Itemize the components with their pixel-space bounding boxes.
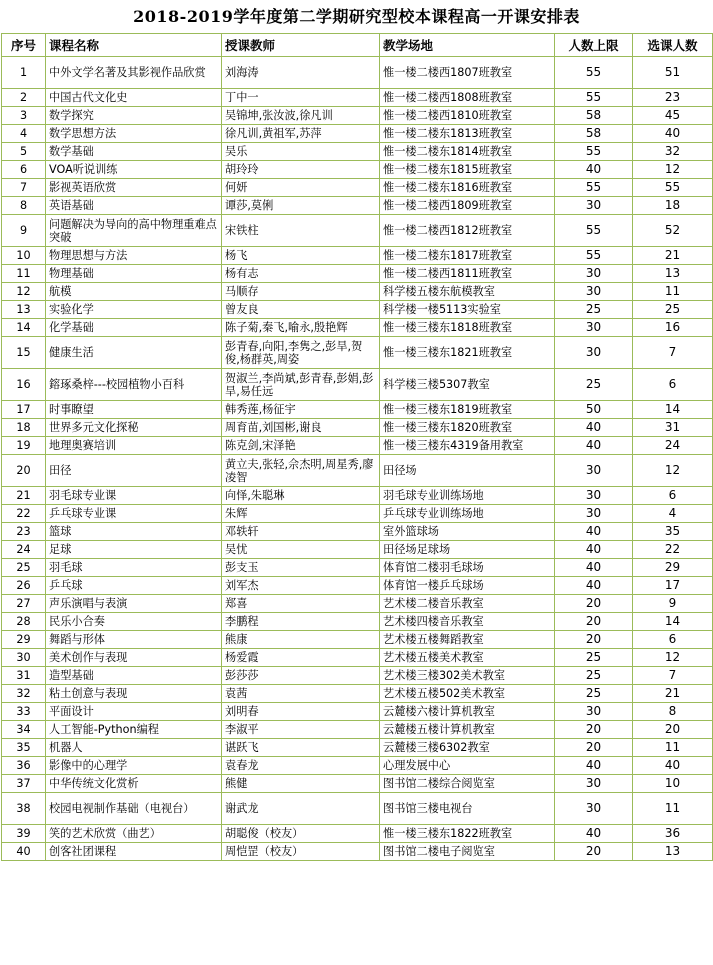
row-limit: 58 (555, 107, 633, 125)
table-row (2, 197, 713, 215)
row-teacher: 刘军杰 (222, 577, 380, 595)
row-course: 美术创作与表现 (46, 649, 222, 667)
row-enrolled: 40 (633, 125, 713, 143)
row-course: 物理基础 (46, 265, 222, 283)
row-course: 声乐演唱与表演 (46, 595, 222, 613)
row-limit: 25 (555, 667, 633, 685)
table-row (2, 125, 713, 143)
row-enrolled: 12 (633, 455, 713, 487)
row-limit: 30 (555, 337, 633, 369)
course-schedule-table (1, 33, 713, 861)
row-no: 18 (2, 419, 46, 437)
table-row (2, 301, 713, 319)
row-enrolled: 6 (633, 487, 713, 505)
row-venue: 艺术楼三楼302美术教室 (380, 667, 555, 685)
row-venue: 惟一楼二楼西1810班教室 (380, 107, 555, 125)
row-teacher: 吴锦坤,张汝波,徐凡训 (222, 107, 380, 125)
row-course: 造型基础 (46, 667, 222, 685)
row-teacher: 贺淑兰,李尚斌,彭青春,彭娟,彭旱,易任远 (222, 369, 380, 401)
row-limit: 20 (555, 631, 633, 649)
row-venue: 心理发展中心 (380, 757, 555, 775)
row-limit: 58 (555, 125, 633, 143)
row-course: 笑的艺术欣赏（曲艺） (46, 825, 222, 843)
row-venue: 乒乓球专业训练场地 (380, 505, 555, 523)
row-venue: 艺术楼四楼音乐教室 (380, 613, 555, 631)
row-course: 实验化学 (46, 301, 222, 319)
row-venue: 艺术楼五楼舞蹈教室 (380, 631, 555, 649)
row-teacher: 邓轶轩 (222, 523, 380, 541)
row-no: 38 (2, 793, 46, 825)
row-enrolled: 12 (633, 649, 713, 667)
row-venue: 图书馆二楼电子阅览室 (380, 843, 555, 861)
table-row (2, 487, 713, 505)
row-venue: 云麓楼三楼6302教室 (380, 739, 555, 757)
row-teacher: 宋铁柱 (222, 215, 380, 247)
row-venue: 惟一楼二楼西1808班教室 (380, 89, 555, 107)
table-row (2, 455, 713, 487)
row-limit: 25 (555, 685, 633, 703)
row-teacher: 李淑平 (222, 721, 380, 739)
table-row (2, 649, 713, 667)
row-teacher: 丁中一 (222, 89, 380, 107)
table-row (2, 247, 713, 265)
table-row (2, 559, 713, 577)
row-course: 物理思想与方法 (46, 247, 222, 265)
row-course: 乒乓球专业课 (46, 505, 222, 523)
row-venue: 室外篮球场 (380, 523, 555, 541)
row-teacher: 李鹏程 (222, 613, 380, 631)
row-limit: 30 (555, 703, 633, 721)
row-teacher: 彭支玉 (222, 559, 380, 577)
row-venue: 惟一楼三楼东1822班教室 (380, 825, 555, 843)
row-no: 28 (2, 613, 46, 631)
row-course: 平面设计 (46, 703, 222, 721)
row-course: 数学探究 (46, 107, 222, 125)
row-teacher: 彭莎莎 (222, 667, 380, 685)
row-course: 足球 (46, 541, 222, 559)
table-row (2, 523, 713, 541)
row-no: 40 (2, 843, 46, 861)
table-row (2, 577, 713, 595)
row-course: 篮球 (46, 523, 222, 541)
table-row (2, 505, 713, 523)
row-teacher: 刘海涛 (222, 57, 380, 89)
row-limit: 25 (555, 301, 633, 319)
row-course: 民乐小合奏 (46, 613, 222, 631)
row-enrolled: 35 (633, 523, 713, 541)
table-row (2, 775, 713, 793)
table-row (2, 419, 713, 437)
row-course: 创客社团课程 (46, 843, 222, 861)
row-no: 32 (2, 685, 46, 703)
row-teacher: 吴乐 (222, 143, 380, 161)
row-no: 39 (2, 825, 46, 843)
row-no: 5 (2, 143, 46, 161)
table-row (2, 721, 713, 739)
row-course: 人工智能-Python编程 (46, 721, 222, 739)
row-enrolled: 11 (633, 739, 713, 757)
row-limit: 50 (555, 401, 633, 419)
row-limit: 20 (555, 739, 633, 757)
row-enrolled: 11 (633, 793, 713, 825)
table-row (2, 667, 713, 685)
header-course: 课程名称 (46, 34, 222, 57)
row-no: 25 (2, 559, 46, 577)
table-row (2, 631, 713, 649)
row-limit: 55 (555, 57, 633, 89)
row-venue: 惟一楼二楼东1816班教室 (380, 179, 555, 197)
row-teacher: 熊健 (222, 775, 380, 793)
row-course: 羽毛球 (46, 559, 222, 577)
row-venue: 惟一楼二楼西1809班教室 (380, 197, 555, 215)
row-limit: 40 (555, 825, 633, 843)
row-course: VOA听说训练 (46, 161, 222, 179)
row-course: 英语基础 (46, 197, 222, 215)
row-no: 7 (2, 179, 46, 197)
row-course: 时事瞭望 (46, 401, 222, 419)
row-course: 粘土创意与表现 (46, 685, 222, 703)
row-no: 4 (2, 125, 46, 143)
row-no: 35 (2, 739, 46, 757)
row-teacher: 向怿,朱聪琳 (222, 487, 380, 505)
row-venue: 体育馆二楼羽毛球场 (380, 559, 555, 577)
row-enrolled: 9 (633, 595, 713, 613)
row-venue: 惟一楼二楼东1817班教室 (380, 247, 555, 265)
row-enrolled: 25 (633, 301, 713, 319)
row-course: 影视英语欣赏 (46, 179, 222, 197)
row-limit: 55 (555, 215, 633, 247)
row-venue: 惟一楼三楼东1820班教室 (380, 419, 555, 437)
row-no: 10 (2, 247, 46, 265)
row-venue: 艺术楼二楼音乐教室 (380, 595, 555, 613)
row-course: 问题解决为导向的高中物理重难点突破 (46, 215, 222, 247)
header-limit: 人数上限 (555, 34, 633, 57)
header-teacher: 授课教师 (222, 34, 380, 57)
row-teacher: 马顺存 (222, 283, 380, 301)
row-teacher: 朱辉 (222, 505, 380, 523)
row-teacher: 袁春龙 (222, 757, 380, 775)
row-no: 3 (2, 107, 46, 125)
row-course: 数学基础 (46, 143, 222, 161)
row-no: 37 (2, 775, 46, 793)
row-limit: 20 (555, 721, 633, 739)
table-row (2, 143, 713, 161)
row-limit: 30 (555, 793, 633, 825)
row-limit: 55 (555, 247, 633, 265)
row-limit: 30 (555, 487, 633, 505)
table-row (2, 595, 713, 613)
row-no: 30 (2, 649, 46, 667)
row-teacher: 陈克剑,宋泽艳 (222, 437, 380, 455)
row-venue: 惟一楼二楼东1815班教室 (380, 161, 555, 179)
row-venue: 羽毛球专业训练场地 (380, 487, 555, 505)
header-row (2, 34, 713, 57)
row-course: 健康生活 (46, 337, 222, 369)
row-enrolled: 20 (633, 721, 713, 739)
row-limit: 40 (555, 577, 633, 595)
row-venue: 科学楼五楼东航模教室 (380, 283, 555, 301)
row-limit: 55 (555, 143, 633, 161)
table-row (2, 57, 713, 89)
row-no: 21 (2, 487, 46, 505)
row-teacher: 曾友良 (222, 301, 380, 319)
row-teacher: 杨飞 (222, 247, 380, 265)
row-venue: 田径场足球场 (380, 541, 555, 559)
row-limit: 40 (555, 161, 633, 179)
row-limit: 30 (555, 455, 633, 487)
row-teacher: 黄立夫,张轻,佘杰明,周星秀,廖凌智 (222, 455, 380, 487)
row-course: 鎔琢桑梓---校园植物小百科 (46, 369, 222, 401)
row-teacher: 谌跃飞 (222, 739, 380, 757)
row-venue: 田径场 (380, 455, 555, 487)
table-row (2, 793, 713, 825)
row-course: 乒乓球 (46, 577, 222, 595)
row-no: 6 (2, 161, 46, 179)
row-venue: 惟一楼二楼东1814班教室 (380, 143, 555, 161)
row-enrolled: 12 (633, 161, 713, 179)
row-course: 中国古代文化史 (46, 89, 222, 107)
table-title: 2018-2019学年度第二学期研究型校本课程高一开课安排表 (133, 7, 580, 26)
table-row (2, 319, 713, 337)
row-limit: 30 (555, 197, 633, 215)
table-row (2, 843, 713, 861)
row-venue: 艺术楼五楼美术教室 (380, 649, 555, 667)
row-no: 15 (2, 337, 46, 369)
row-enrolled: 21 (633, 247, 713, 265)
row-enrolled: 36 (633, 825, 713, 843)
row-venue: 云麓楼六楼计算机教室 (380, 703, 555, 721)
row-venue: 惟一楼二楼西1811班教室 (380, 265, 555, 283)
row-enrolled: 7 (633, 667, 713, 685)
row-venue: 惟一楼二楼东1813班教室 (380, 125, 555, 143)
row-limit: 40 (555, 437, 633, 455)
row-enrolled: 29 (633, 559, 713, 577)
table-row (2, 215, 713, 247)
row-venue: 科学楼一楼5113实验室 (380, 301, 555, 319)
row-limit: 25 (555, 649, 633, 667)
row-no: 19 (2, 437, 46, 455)
row-course: 世界多元文化探秘 (46, 419, 222, 437)
row-enrolled: 31 (633, 419, 713, 437)
row-no: 20 (2, 455, 46, 487)
row-teacher: 周恺罡（校友） (222, 843, 380, 861)
row-enrolled: 51 (633, 57, 713, 89)
row-venue: 云麓楼五楼计算机教室 (380, 721, 555, 739)
row-no: 11 (2, 265, 46, 283)
row-teacher: 彭青春,向阳,李隽之,彭旱,贺俊,杨群英,周姿 (222, 337, 380, 369)
row-enrolled: 18 (633, 197, 713, 215)
header-no: 序号 (2, 34, 46, 57)
table-row (2, 265, 713, 283)
row-no: 24 (2, 541, 46, 559)
row-enrolled: 24 (633, 437, 713, 455)
row-enrolled: 7 (633, 337, 713, 369)
row-limit: 20 (555, 595, 633, 613)
row-enrolled: 52 (633, 215, 713, 247)
table-row (2, 757, 713, 775)
row-enrolled: 55 (633, 179, 713, 197)
row-teacher: 谭莎,莫俐 (222, 197, 380, 215)
row-course: 影像中的心理学 (46, 757, 222, 775)
table-row (2, 337, 713, 369)
row-venue: 惟一楼三楼东4319备用教室 (380, 437, 555, 455)
table-row (2, 401, 713, 419)
row-teacher: 韩秀莲,杨征宇 (222, 401, 380, 419)
row-enrolled: 4 (633, 505, 713, 523)
row-course: 航模 (46, 283, 222, 301)
row-enrolled: 6 (633, 369, 713, 401)
row-no: 33 (2, 703, 46, 721)
row-no: 9 (2, 215, 46, 247)
row-venue: 惟一楼二楼西1807班教室 (380, 57, 555, 89)
table-row (2, 107, 713, 125)
row-no: 13 (2, 301, 46, 319)
row-limit: 40 (555, 559, 633, 577)
row-enrolled: 21 (633, 685, 713, 703)
header-enrolled: 选课人数 (633, 34, 713, 57)
row-course: 机器人 (46, 739, 222, 757)
table-row (2, 283, 713, 301)
row-enrolled: 32 (633, 143, 713, 161)
row-teacher: 徐凡训,黄祖军,苏萍 (222, 125, 380, 143)
row-course: 中华传统文化赏析 (46, 775, 222, 793)
row-teacher: 胡聪俊（校友） (222, 825, 380, 843)
row-no: 27 (2, 595, 46, 613)
row-teacher: 袁茜 (222, 685, 380, 703)
row-limit: 40 (555, 419, 633, 437)
row-no: 12 (2, 283, 46, 301)
row-enrolled: 22 (633, 541, 713, 559)
row-no: 2 (2, 89, 46, 107)
row-course: 化学基础 (46, 319, 222, 337)
row-course: 田径 (46, 455, 222, 487)
row-teacher: 郑喜 (222, 595, 380, 613)
row-no: 1 (2, 57, 46, 89)
row-no: 22 (2, 505, 46, 523)
row-venue: 图书馆三楼电视台 (380, 793, 555, 825)
row-enrolled: 14 (633, 401, 713, 419)
table-row (2, 703, 713, 721)
row-limit: 30 (555, 319, 633, 337)
row-limit: 40 (555, 523, 633, 541)
row-enrolled: 13 (633, 265, 713, 283)
row-no: 8 (2, 197, 46, 215)
row-no: 14 (2, 319, 46, 337)
row-teacher: 谢武龙 (222, 793, 380, 825)
row-venue: 惟一楼二楼西1812班教室 (380, 215, 555, 247)
table-row (2, 161, 713, 179)
row-course: 数学思想方法 (46, 125, 222, 143)
table-row (2, 685, 713, 703)
row-no: 31 (2, 667, 46, 685)
row-enrolled: 16 (633, 319, 713, 337)
table-row (2, 369, 713, 401)
row-enrolled: 23 (633, 89, 713, 107)
row-limit: 30 (555, 505, 633, 523)
row-limit: 55 (555, 179, 633, 197)
row-venue: 惟一楼三楼东1821班教室 (380, 337, 555, 369)
row-teacher: 杨有志 (222, 265, 380, 283)
row-enrolled: 14 (633, 613, 713, 631)
row-teacher: 刘明春 (222, 703, 380, 721)
table-row (2, 437, 713, 455)
row-limit: 20 (555, 843, 633, 861)
row-no: 26 (2, 577, 46, 595)
row-venue: 体育馆一楼乒乓球场 (380, 577, 555, 595)
row-teacher: 何妍 (222, 179, 380, 197)
row-enrolled: 6 (633, 631, 713, 649)
row-teacher: 周育苗,刘国彬,谢良 (222, 419, 380, 437)
row-enrolled: 10 (633, 775, 713, 793)
table-row (2, 739, 713, 757)
row-course: 羽毛球专业课 (46, 487, 222, 505)
row-enrolled: 13 (633, 843, 713, 861)
row-teacher: 胡玲玲 (222, 161, 380, 179)
row-venue: 惟一楼三楼东1818班教室 (380, 319, 555, 337)
row-teacher: 杨爱霞 (222, 649, 380, 667)
row-enrolled: 40 (633, 757, 713, 775)
row-enrolled: 8 (633, 703, 713, 721)
row-limit: 40 (555, 541, 633, 559)
table-row (2, 89, 713, 107)
row-venue: 惟一楼三楼东1819班教室 (380, 401, 555, 419)
row-teacher: 陈子菊,秦飞,喻永,殷艳辉 (222, 319, 380, 337)
table-row (2, 179, 713, 197)
row-no: 16 (2, 369, 46, 401)
row-teacher: 吴忧 (222, 541, 380, 559)
row-course: 地理奥赛培训 (46, 437, 222, 455)
table-row (2, 541, 713, 559)
row-venue: 艺术楼五楼502美术教室 (380, 685, 555, 703)
row-limit: 40 (555, 757, 633, 775)
row-limit: 30 (555, 775, 633, 793)
row-limit: 30 (555, 265, 633, 283)
row-enrolled: 17 (633, 577, 713, 595)
row-no: 29 (2, 631, 46, 649)
row-venue: 科学楼三楼5307教室 (380, 369, 555, 401)
row-no: 17 (2, 401, 46, 419)
row-course: 舞蹈与形体 (46, 631, 222, 649)
row-enrolled: 11 (633, 283, 713, 301)
table-row (2, 825, 713, 843)
row-limit: 55 (555, 89, 633, 107)
row-enrolled: 45 (633, 107, 713, 125)
row-no: 23 (2, 523, 46, 541)
row-venue: 图书馆二楼综合阅览室 (380, 775, 555, 793)
row-no: 36 (2, 757, 46, 775)
row-course: 校园电视制作基础（电视台） (46, 793, 222, 825)
row-no: 34 (2, 721, 46, 739)
row-teacher: 熊康 (222, 631, 380, 649)
table-row (2, 613, 713, 631)
row-limit: 25 (555, 369, 633, 401)
row-course: 中外文学名著及其影视作品欣赏 (46, 57, 222, 89)
row-limit: 30 (555, 283, 633, 301)
header-venue: 教学场地 (380, 34, 555, 57)
row-limit: 20 (555, 613, 633, 631)
